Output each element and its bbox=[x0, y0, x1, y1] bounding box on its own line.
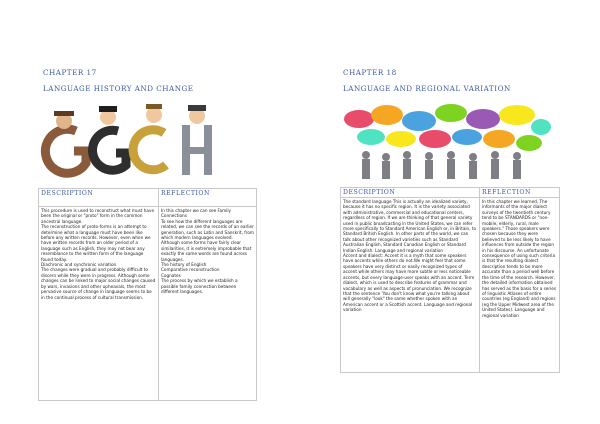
chapter-18-description-header: DESCRIPTION bbox=[343, 189, 396, 196]
people-silhouettes bbox=[362, 151, 521, 179]
chapter-18-reflection-text: In this chapter we learned, The informants of the major dialect surveys of the twentieth century tend to be STANDARDS or "non-mobile, elderly, rural, male speakers." Those speakers were chosen because they were believed to be less likely to have influences from outside the region in his discourse. An unfortunate consequence of using such criteria is that the resulting dialect description tends to be more accurate than a period well before the time of the research. However, the detailed information obtained has served as the basis for a series of linguistic Atlases of entire countries (eg England) and regions (eg the Upper Midwest area of the United States). Language and regional variation bbox=[480, 197, 559, 370]
chapter-18-title: LANGUAGE AND REGIONAL VARIATION bbox=[343, 84, 511, 93]
chapter-18-reflection-header: REFLECTION bbox=[482, 189, 531, 196]
chapter-17-description-text: This procedure is used to reconstruct what must have been the original or "proto" form in the common ancestral language. The reconstruction of proto-forms is an attempt to determine what a language must have been like before any written records. However, even when we have written records from an older period of a language such as English, they may not bear any resemblance to the written form of the language found today. Diachronic and synchronic variation The changes were gradual and probably difficult to discern while they were in progress. Although some changes can be linked to major social changes caused by wars, invasions and other upheavals, the most pervasive source of change in language seems to be in the continual process of cultural transmission. bbox=[39, 206, 158, 398]
chapter-17-description-column bbox=[39, 189, 159, 400]
chapter-17-title: LANGUAGE HISTORY AND CHANGE bbox=[43, 84, 194, 93]
speech-bubbles-illustration bbox=[341, 103, 551, 185]
chapter-18-label: CHAPTER 18 bbox=[343, 68, 397, 77]
chapter-17-label: CHAPTER 17 bbox=[43, 68, 97, 77]
chapter-18-description-column bbox=[341, 188, 480, 372]
cartoon-illustration bbox=[36, 103, 216, 179]
chapter-18-description-text: The standard language This is actually an idealized variety, because it has no specific region. It is the variety associated with administrative, commercial and educational centers, regardless of region. If we are thinking of that general variety used in public broadcasting in the United States, we can refer more specifically to Standard American English or, in Britain, to Standard British English. In other parts of the world, we can talk about other recognized varieties such as Standard Australian English, Standard Canadian English or Standard Indian English. Language and regional variation Accent and dialect: Accent it is a myth that some speakers have accents while others do not.We might feel that some speakers have very distinct or easily recognized types of accent while others may have more subtle or less noticeable accents, but every language-user speaks with an accent. Term dialect, which is used to describe features of grammar and vocabulary as well as aspects of pronunciation. We recognize that the sentence 'You don't know what you're talking about will generally "look" the same whether spoken with an American accent or a Scottish accent. Language and regional variation bbox=[341, 197, 479, 370]
chapter-17-reflection-text: In this chapter we can see Family Connections To see how the different languages are related, we can see the records of an earlier generation, such as Latin and Sanskrit, from which modern languages evolved. Although some forms have fairly clear similarities, it is extremely improbable that exactly the same words are found across languages. The history of English Comparative reconstruction Cognates The process by which we establish a possible family connection between different languages. bbox=[159, 206, 256, 398]
chapter-18-table bbox=[340, 187, 560, 373]
cartoon-letter-g-2 bbox=[93, 106, 126, 170]
cartoon-letter-c bbox=[133, 104, 166, 170]
cartoon-letter-h bbox=[182, 105, 212, 175]
chapter-17-reflection-header: REFLECTION bbox=[161, 190, 210, 197]
chapter-18-reflection-column bbox=[480, 188, 559, 372]
chapter-17-reflection-column bbox=[159, 189, 256, 400]
chapter-17-description-header: DESCRIPTION bbox=[41, 190, 94, 197]
colorful-speech-bubbles bbox=[344, 104, 551, 151]
chapter-17-table bbox=[38, 188, 257, 401]
cartoon-letter-g-1 bbox=[45, 111, 86, 173]
